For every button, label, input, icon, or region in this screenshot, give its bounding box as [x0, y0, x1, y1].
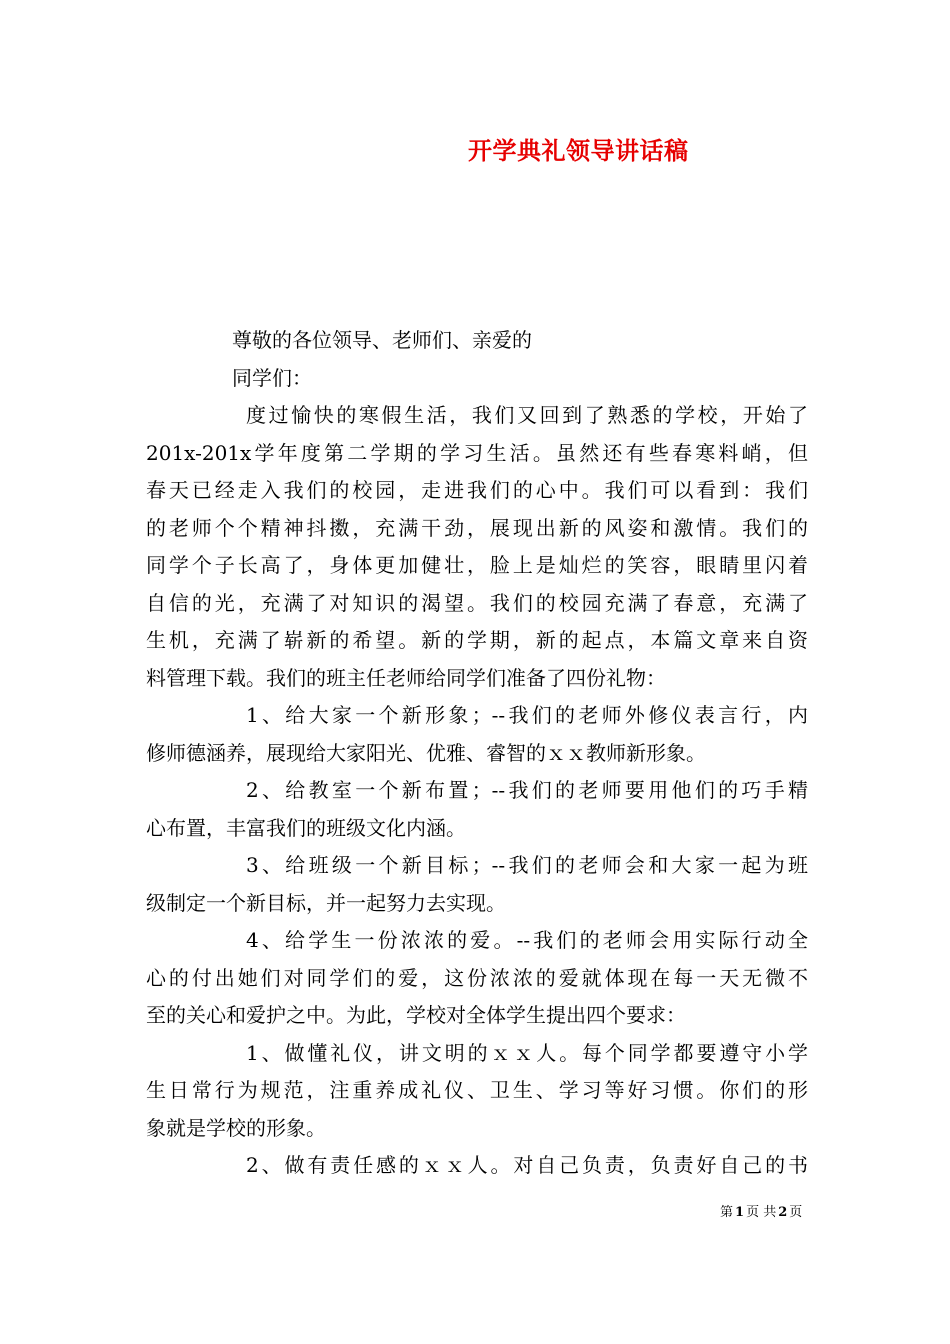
paragraph-line: 生日常行为规范，注重养成礼仪、卫生、学习等好习惯。你们的形: [146, 1078, 808, 1102]
footer-middle: 页 共: [746, 1205, 777, 1220]
paragraph-line: 春天已经走入我们的校园，走进我们的心中。我们可以看到：我们: [146, 478, 808, 502]
paragraph-line: 心布置，丰富我们的班级文化内涵。: [146, 815, 466, 840]
paragraph-line: 201x-201x学年度第二学期的学习生活。虽然还有些春寒料峭，但: [146, 440, 808, 465]
footer-page-number: 1: [735, 1205, 745, 1220]
document-body: [146, 322, 808, 1185]
paragraph-line: 2、做有责任感的ｘｘ人。对自己负责，负责好自己的书: [246, 1153, 808, 1177]
footer-total-pages: 2: [778, 1205, 788, 1220]
footer-suffix: 页: [789, 1205, 803, 1220]
paragraph-line: 自信的光，充满了对知识的渴望。我们的校园充满了春意，充满了: [146, 590, 808, 615]
paragraph-line: 2、给教室一个新布置；--我们的老师要用他们的巧手精: [246, 778, 808, 802]
page-footer: [720, 1204, 802, 1222]
paragraph-line: 修师德涵养，展现给大家阳光、优雅、睿智的ｘｘ教师新形象。: [146, 740, 706, 765]
paragraph-line: 心的付出她们对同学们的爱，这份浓浓的爱就体现在每一天无微不: [146, 965, 808, 990]
paragraph-line: 度过愉快的寒假生活，我们又回到了熟悉的学校，开始了: [246, 403, 808, 427]
salutation-line: 同学们：: [232, 365, 312, 390]
paragraph-line: 至的关心和爱护之中。为此，学校对全体学生提出四个要求：: [146, 1003, 686, 1027]
salutation-line: 尊敬的各位领导、老师们、亲爱的: [232, 328, 532, 352]
paragraph-line: 料管理下载。我们的班主任老师给同学们准备了四份礼物：: [146, 665, 666, 690]
paragraph-line: 的老师个个精神抖擞，充满干劲，展现出新的风姿和激情。我们的: [146, 515, 808, 540]
paragraph-line: 同学个子长高了，身体更加健壮，脸上是灿烂的笑容，眼睛里闪着: [146, 553, 808, 577]
paragraph-line: 1、做懂礼仪，讲文明的ｘｘ人。每个同学都要遵守小学: [246, 1040, 808, 1065]
paragraph-line: 象就是学校的形象。: [146, 1115, 326, 1140]
paragraph-line: 1、给大家一个新形象；--我们的老师外修仪表言行，内: [246, 703, 808, 727]
paragraph-line: 3、给班级一个新目标；--我们的老师会和大家一起为班: [246, 853, 808, 877]
paragraph-line: 级制定一个新目标，并一起努力去实现。: [146, 890, 506, 915]
paragraph-line: 生机，充满了崭新的希望。新的学期，新的起点，本篇文章来自资: [146, 628, 808, 652]
document-title: 开学典礼领导讲话稿: [468, 136, 689, 165]
footer-prefix: 第: [720, 1205, 734, 1220]
paragraph-line: 4、给学生一份浓浓的爱。--我们的老师会用实际行动全: [246, 928, 808, 952]
